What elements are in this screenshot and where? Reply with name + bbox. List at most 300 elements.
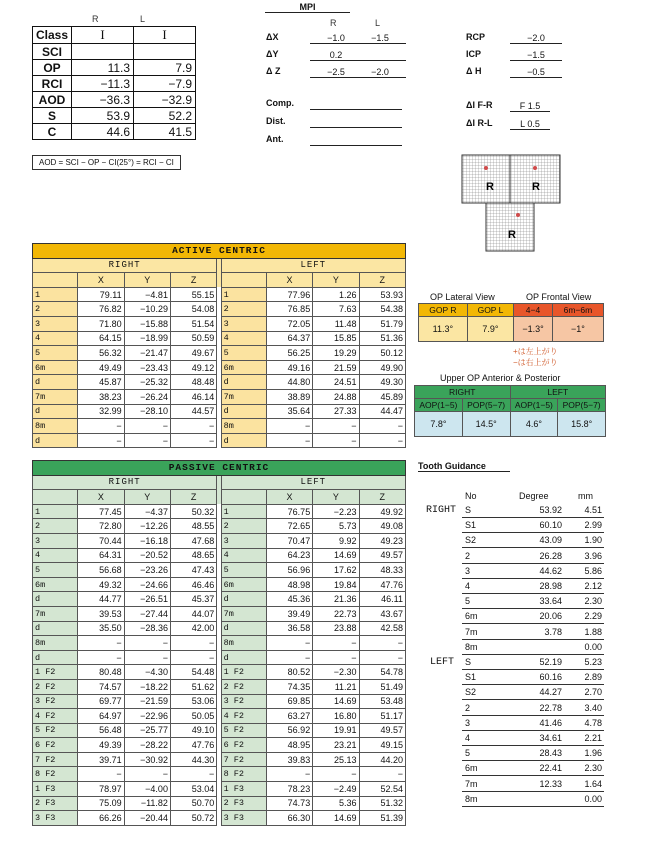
left-value: 49.08	[359, 519, 405, 534]
class-row	[33, 108, 196, 124]
left-value: −	[313, 767, 359, 782]
right-value: 38.23	[78, 389, 124, 404]
right-value: −	[124, 419, 170, 434]
right-value: −28.36	[124, 621, 170, 636]
op-header-cell: GOP L	[467, 304, 513, 317]
tg-mm: 1.88	[584, 626, 602, 637]
axis-blank	[33, 273, 78, 288]
class-row-label: OP	[33, 60, 72, 76]
row-label: 1 F2	[221, 665, 266, 680]
right-value: −26.51	[124, 592, 170, 607]
op-header-cell: 4−4	[514, 304, 553, 317]
tg-degree: 28.43	[539, 748, 562, 759]
right-value: 54.48	[170, 665, 216, 680]
axis-header: Z	[170, 490, 216, 505]
tg-degree: 60.10	[539, 520, 562, 531]
tg-no: 3	[465, 565, 471, 576]
tg-underline	[462, 684, 604, 685]
table-row	[33, 519, 406, 534]
row-label: 1	[221, 287, 266, 302]
row-label: 1	[33, 504, 78, 519]
upper-side-row	[415, 386, 606, 399]
class-row	[33, 76, 196, 92]
row-label: 4	[33, 331, 78, 346]
mpi-col-r: R	[330, 18, 337, 28]
row-label: d	[221, 404, 266, 419]
left-value: 35.64	[266, 404, 312, 419]
right-value: −20.44	[124, 811, 170, 826]
mpi-row-label: ΔY	[266, 49, 279, 59]
tg-no: 5	[465, 748, 471, 759]
left-value: 53.48	[359, 694, 405, 709]
left-value: 19.29	[313, 346, 359, 361]
tg-underline	[462, 639, 604, 640]
tg-no: 2	[465, 702, 471, 713]
left-value: 50.12	[359, 346, 405, 361]
row-label: 8m	[33, 636, 78, 651]
grid-marker	[516, 213, 520, 217]
row-label: d	[33, 433, 78, 448]
table-row	[33, 302, 406, 317]
right-value: 47.43	[170, 563, 216, 578]
right-value: 50.05	[170, 709, 216, 724]
right-value: −26.24	[124, 389, 170, 404]
class-value-r: 11.3	[72, 60, 134, 76]
table-row	[33, 650, 406, 665]
right-value: 44.77	[78, 592, 124, 607]
right-value: −	[78, 767, 124, 782]
right-value: −	[124, 650, 170, 665]
op-value-cell: −1.3°	[514, 317, 553, 342]
tg-no: 8m	[465, 793, 478, 804]
op-views-table	[418, 303, 604, 342]
mpi-value-l: −1.5	[354, 32, 406, 44]
left-value: 72.05	[266, 316, 312, 331]
right-value: 47.68	[170, 533, 216, 548]
left-value: −	[359, 419, 405, 434]
mpi-extra-field	[310, 98, 402, 110]
table-row	[33, 694, 406, 709]
right-value: 79.11	[78, 287, 124, 302]
table-row	[33, 563, 406, 578]
upper-header-cell: POP(5−7)	[462, 399, 510, 412]
right-value: −	[170, 767, 216, 782]
tg-underline	[462, 578, 604, 579]
row-label: 5	[33, 563, 78, 578]
mpi-value-l	[354, 49, 406, 61]
right-value: 72.80	[78, 519, 124, 534]
left-value: 36.58	[266, 621, 312, 636]
op-lateral-title: OP Lateral View	[430, 292, 495, 302]
class-row	[33, 44, 196, 60]
left-value: 66.30	[266, 811, 312, 826]
class-row	[33, 60, 196, 76]
right-value: 50.72	[170, 811, 216, 826]
table-row	[33, 738, 406, 753]
left-value: 51.36	[359, 331, 405, 346]
class-value-r: I	[72, 27, 134, 44]
op-note-1: +は左上がり	[513, 347, 558, 356]
left-value: 22.73	[313, 606, 359, 621]
tg-no: 4	[465, 733, 471, 743]
row-label: 1	[221, 504, 266, 519]
right-value: 56.48	[78, 723, 124, 738]
right-value: 46.14	[170, 389, 216, 404]
right-value: −	[78, 636, 124, 651]
left-value: 46.11	[359, 592, 405, 607]
mpi-delta-value: L 0.5	[510, 118, 550, 130]
right-value: 44.57	[170, 404, 216, 419]
right-value: 47.76	[170, 738, 216, 753]
table-row	[33, 433, 406, 448]
grid-letter-2: R	[532, 181, 540, 193]
mpi-value-r: 0.2	[310, 49, 362, 61]
tg-degree: 12.33	[539, 778, 562, 789]
right-value: 50.59	[170, 331, 216, 346]
row-label: 8m	[221, 419, 266, 434]
right-value: 78.97	[78, 782, 124, 797]
left-value: −	[266, 636, 312, 651]
row-label: 7 F2	[221, 752, 266, 767]
mpi-delta-value: F 1.5	[510, 100, 550, 112]
passive-centric-table	[32, 460, 406, 826]
left-value: 44.80	[266, 375, 312, 390]
row-label: 2	[33, 302, 78, 317]
grid-letter-1: R	[486, 181, 494, 193]
mpi-right-label: Δ H	[466, 66, 482, 76]
left-value: 51.39	[359, 811, 405, 826]
right-value: 39.53	[78, 606, 124, 621]
table-row	[33, 811, 406, 826]
right-value: 51.54	[170, 316, 216, 331]
tg-underline	[462, 593, 604, 594]
tg-underline	[462, 775, 604, 776]
right-value: 45.87	[78, 375, 124, 390]
class-row-label: SCI	[33, 44, 72, 60]
axis-header: X	[78, 490, 124, 505]
tg-col-mm: mm	[578, 491, 593, 501]
right-value: −23.26	[124, 563, 170, 578]
tg-degree: 26.28	[539, 550, 562, 561]
left-value: 24.51	[313, 375, 359, 390]
right-value: −4.81	[124, 287, 170, 302]
class-row-label: S	[33, 108, 72, 124]
class-col-l-header: L	[140, 14, 146, 24]
mpi-extra-field	[310, 116, 402, 128]
right-value: −23.43	[124, 360, 170, 375]
op-note-2: −は右上がり	[513, 358, 558, 367]
row-label: 5 F2	[33, 723, 78, 738]
row-label: 7m	[221, 389, 266, 404]
right-value: −25.77	[124, 723, 170, 738]
mpi-extra-label: Ant.	[266, 134, 284, 144]
axis-header: Y	[124, 490, 170, 505]
left-value: 38.89	[266, 389, 312, 404]
grid-marker	[484, 166, 488, 170]
left-value: 47.76	[359, 577, 405, 592]
right-value: 64.15	[78, 331, 124, 346]
row-label: d	[221, 592, 266, 607]
left-value: 51.49	[359, 679, 405, 694]
tooth-guidance-title: Tooth Guidance	[418, 461, 510, 472]
left-value: 16.80	[313, 709, 359, 724]
left-value: 25.13	[313, 752, 359, 767]
axis-header: Z	[359, 490, 405, 505]
right-value: −28.10	[124, 404, 170, 419]
axis-blank	[33, 490, 78, 505]
row-label: d	[33, 404, 78, 419]
left-value: 23.88	[313, 621, 359, 636]
left-value: 49.15	[359, 738, 405, 753]
tg-mm: 3.96	[584, 550, 602, 561]
row-label: 5	[221, 346, 266, 361]
row-label: 2	[221, 519, 266, 534]
left-value: 15.85	[313, 331, 359, 346]
left-value: −	[266, 433, 312, 448]
right-value: 51.62	[170, 679, 216, 694]
right-value: 64.31	[78, 548, 124, 563]
right-value: −21.47	[124, 346, 170, 361]
tg-underline	[462, 654, 604, 655]
left-value: 74.35	[266, 679, 312, 694]
tg-underline	[462, 699, 604, 700]
table-row	[33, 533, 406, 548]
row-label: 6 F2	[33, 738, 78, 753]
row-label: 2 F3	[221, 796, 266, 811]
tg-mm: 0.00	[584, 641, 602, 652]
tg-mm: 1.90	[584, 535, 602, 546]
mpi-right-value: −0.5	[510, 66, 562, 78]
right-value: 48.55	[170, 519, 216, 534]
left-value: 51.17	[359, 709, 405, 724]
left-value: 39.83	[266, 752, 312, 767]
left-value: 49.30	[359, 375, 405, 390]
left-value: 45.36	[266, 592, 312, 607]
left-value: −	[359, 433, 405, 448]
right-value: −30.92	[124, 752, 170, 767]
right-value: −4.30	[124, 665, 170, 680]
axis-header: X	[78, 273, 124, 288]
upper-header-cell: AOP(1−5)	[415, 399, 463, 412]
right-value: 49.10	[170, 723, 216, 738]
row-label: 2	[33, 519, 78, 534]
right-value: 44.30	[170, 752, 216, 767]
right-value: 48.65	[170, 548, 216, 563]
left-value: 45.89	[359, 389, 405, 404]
row-label: 4 F2	[221, 709, 266, 724]
tg-no: S1	[465, 520, 477, 531]
passive-axes-row	[33, 490, 406, 505]
op-value-cell: 11.3°	[419, 317, 468, 342]
tg-degree: 3.78	[544, 626, 562, 637]
left-value: 63.27	[266, 709, 312, 724]
tg-underline	[462, 532, 604, 533]
table-row	[33, 331, 406, 346]
row-label: d	[221, 650, 266, 665]
right-value: 32.99	[78, 404, 124, 419]
tg-degree: 28.98	[539, 581, 562, 591]
tg-underline	[462, 715, 604, 716]
tg-no: 3	[465, 717, 471, 728]
left-value: 17.62	[313, 563, 359, 578]
left-value: 11.48	[313, 316, 359, 331]
mpi-right-value: −2.0	[510, 32, 562, 44]
axis-header: X	[266, 490, 312, 505]
class-row-label: AOD	[33, 92, 72, 108]
tg-col-degree: Degree	[519, 491, 549, 501]
table-row	[33, 389, 406, 404]
tg-mm: 2.99	[584, 520, 602, 531]
active-centric-table	[32, 243, 406, 448]
class-value-l: 7.9	[134, 60, 196, 76]
tg-no: 6m	[465, 763, 478, 774]
upper-right-label: RIGHT	[415, 386, 511, 399]
upper-header-cell: POP(5−7)	[558, 399, 606, 412]
right-value: 49.12	[170, 360, 216, 375]
active-title-row	[33, 244, 406, 259]
table-row	[33, 723, 406, 738]
left-value: 76.75	[266, 504, 312, 519]
tg-degree: 34.61	[539, 733, 562, 743]
upper-op-title: Upper OP Anterior & Posterior	[440, 373, 561, 383]
left-value: 52.54	[359, 782, 405, 797]
class-value-r: 53.9	[72, 108, 134, 124]
row-label: 4	[33, 548, 78, 563]
left-value: 56.25	[266, 346, 312, 361]
row-label: d	[221, 621, 266, 636]
table-row	[33, 548, 406, 563]
mpi-right-value: −1.5	[510, 49, 562, 61]
axis-header: Z	[359, 273, 405, 288]
table-row	[33, 665, 406, 680]
tg-underline	[462, 760, 604, 761]
left-value: −	[359, 650, 405, 665]
class-row	[33, 124, 196, 140]
right-value: 49.39	[78, 738, 124, 753]
upper-header-cell: AOP(1−5)	[510, 399, 558, 412]
left-value: −	[266, 767, 312, 782]
tg-underline	[462, 730, 604, 731]
right-value: −	[170, 636, 216, 651]
right-value: −	[78, 419, 124, 434]
row-label: 6 F2	[221, 738, 266, 753]
op-header-cell: GOP R	[419, 304, 468, 317]
tg-col-no: No	[465, 491, 477, 501]
class-value-l: 52.2	[134, 108, 196, 124]
row-label: 5	[221, 563, 266, 578]
right-value: −24.66	[124, 577, 170, 592]
mpi-title: MPI	[265, 2, 350, 13]
right-value: −	[124, 636, 170, 651]
right-value: 64.97	[78, 709, 124, 724]
right-value: −27.44	[124, 606, 170, 621]
row-label: 7 F2	[33, 752, 78, 767]
table-row	[33, 767, 406, 782]
mpi-col-l: L	[375, 18, 381, 28]
left-value: 19.84	[313, 577, 359, 592]
tg-underline	[462, 669, 604, 670]
left-value: 49.57	[359, 723, 405, 738]
row-label: 5	[33, 346, 78, 361]
right-value: 80.48	[78, 665, 124, 680]
table-row	[33, 709, 406, 724]
left-value: 21.36	[313, 592, 359, 607]
right-value: 56.32	[78, 346, 124, 361]
left-value: 49.57	[359, 548, 405, 563]
class-value-r	[72, 44, 134, 60]
op-frontal-title: OP Frontal View	[526, 292, 592, 302]
left-value: 70.47	[266, 533, 312, 548]
passive-side-row	[33, 475, 406, 490]
upper-value-cell: 14.5°	[462, 412, 510, 437]
table-row	[33, 577, 406, 592]
left-value: 42.58	[359, 621, 405, 636]
tg-degree: 41.46	[539, 717, 562, 728]
grid-marker	[533, 166, 537, 170]
row-label: 3 F2	[221, 694, 266, 709]
table-row	[33, 592, 406, 607]
axis-header: Y	[313, 490, 359, 505]
axis-header: Z	[170, 273, 216, 288]
left-value: 43.67	[359, 606, 405, 621]
right-value: −	[170, 650, 216, 665]
row-label: d	[221, 433, 266, 448]
left-value: 49.16	[266, 360, 312, 375]
class-table	[32, 26, 196, 140]
right-value: 55.15	[170, 287, 216, 302]
row-label: 4	[221, 548, 266, 563]
row-label: 4	[221, 331, 266, 346]
table-row	[33, 796, 406, 811]
tg-right-label: RIGHT	[426, 505, 457, 516]
left-value: 49.23	[359, 533, 405, 548]
right-value: −16.18	[124, 533, 170, 548]
row-label: 3 F2	[33, 694, 78, 709]
table-row	[33, 679, 406, 694]
op-value-cell: 7.9°	[467, 317, 513, 342]
row-label: 3	[221, 316, 266, 331]
op-value-cell: −1°	[552, 317, 603, 342]
left-value: 72.65	[266, 519, 312, 534]
mpi-row-label: ΔX	[266, 32, 279, 42]
tg-mm: 5.23	[584, 657, 602, 667]
upper-value-cell: 7.8°	[415, 412, 463, 437]
right-value: −	[170, 433, 216, 448]
left-value: 56.96	[266, 563, 312, 578]
op-header-cell: 6m−6m	[552, 304, 603, 317]
table-row	[33, 621, 406, 636]
right-value: 53.06	[170, 694, 216, 709]
left-value: −	[313, 433, 359, 448]
left-value: −2.30	[313, 665, 359, 680]
left-value: −	[266, 419, 312, 434]
row-label: 3 F3	[221, 811, 266, 826]
left-value: 51.32	[359, 796, 405, 811]
table-row	[33, 375, 406, 390]
left-value: 54.38	[359, 302, 405, 317]
row-label: 6m	[221, 360, 266, 375]
class-value-r: 44.6	[72, 124, 134, 140]
row-label: 8 F2	[221, 767, 266, 782]
left-value: −2.49	[313, 782, 359, 797]
row-label: 1 F3	[33, 782, 78, 797]
tg-degree: 22.41	[539, 763, 562, 774]
right-value: 76.82	[78, 302, 124, 317]
row-label: 7m	[33, 389, 78, 404]
upper-value-cell: 15.8°	[558, 412, 606, 437]
right-value: −4.37	[124, 504, 170, 519]
row-label: 6m	[221, 577, 266, 592]
